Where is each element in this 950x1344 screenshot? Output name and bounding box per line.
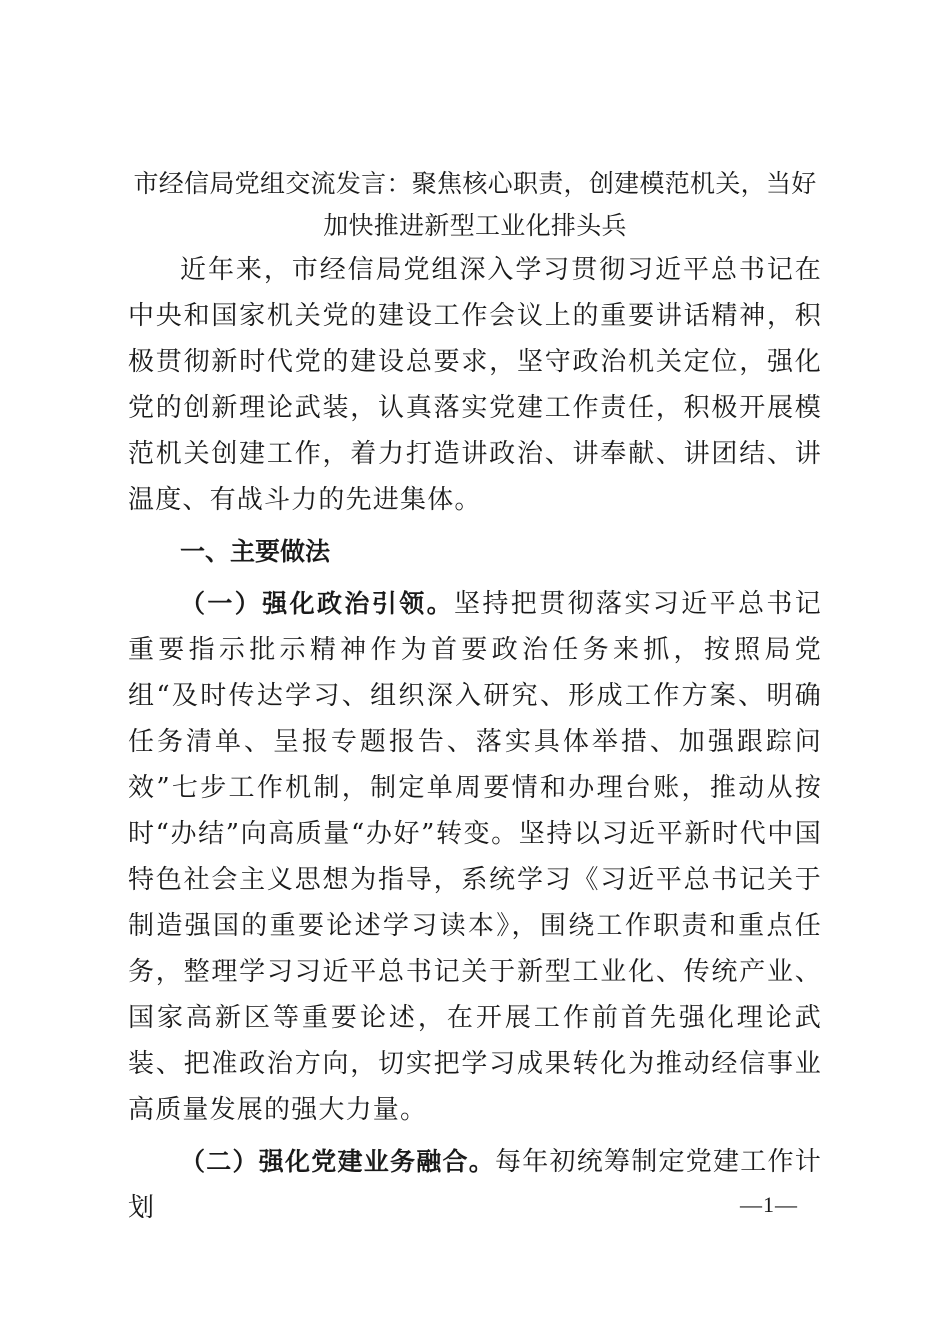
intro-paragraph: 近年来，市经信局党组深入学习贯彻习近平总书记在中央和国家机关党的建设工作会议上的重要讲话精神，积极贯彻新时代党的建设总要求，坚守政治机关定位，强化党的创新理论武装，认真落实党建工作责任，积极开展模范机关创建工作，着力打造讲政治、讲奉献、讲团结、讲温度、有战斗力的先进集体。 (128, 255, 822, 515)
item-2-paragraph (128, 1139, 822, 1231)
item-1-body: 坚持把贯彻落实习近平总书记重要指示批示精神作为首要政治任务来抓，按照局党组“及时传达学习、组织深入研究、形成工作方案、明确任务清单、呈报专题报告、落实具体举措、加强跟踪问效”七步工作机制，制定单周要情和办理台账，推动从按时“办结”向高质量“办好”转变。坚持以习近平新时代中国特色社会主义思想为指导，系统学习《习近平总书记关于制造强国的重要论述学习读本》，围绕工作职责和重点任务，整理学习习近平总书记关于新型工业化、传统产业、国家高新区等重要论述，在开展工作前首先强化理论武装、把准政治方向，切实把学习成果转化为推动经信事业高质量发展的强大力量。 (128, 589, 822, 1125)
item-2-lead: （二）强化党建业务融合。 (180, 1147, 496, 1176)
document-title (120, 163, 830, 247)
item-1-lead: （一）强化政治引领。 (180, 589, 454, 618)
title-line-2: 加快推进新型工业化排头兵 (323, 211, 627, 240)
section-heading-main-practices: 一、主要做法 (180, 537, 331, 566)
item-2-body: 每年初统筹制定党建工作计划 (128, 1147, 822, 1223)
item-1-paragraph (128, 581, 822, 1133)
document-page (128, 163, 822, 1231)
page-number: —1— (740, 1192, 798, 1217)
title-line-1: 市经信局党组交流发言：聚焦核心职责，创建模范机关，当好 (133, 169, 817, 198)
